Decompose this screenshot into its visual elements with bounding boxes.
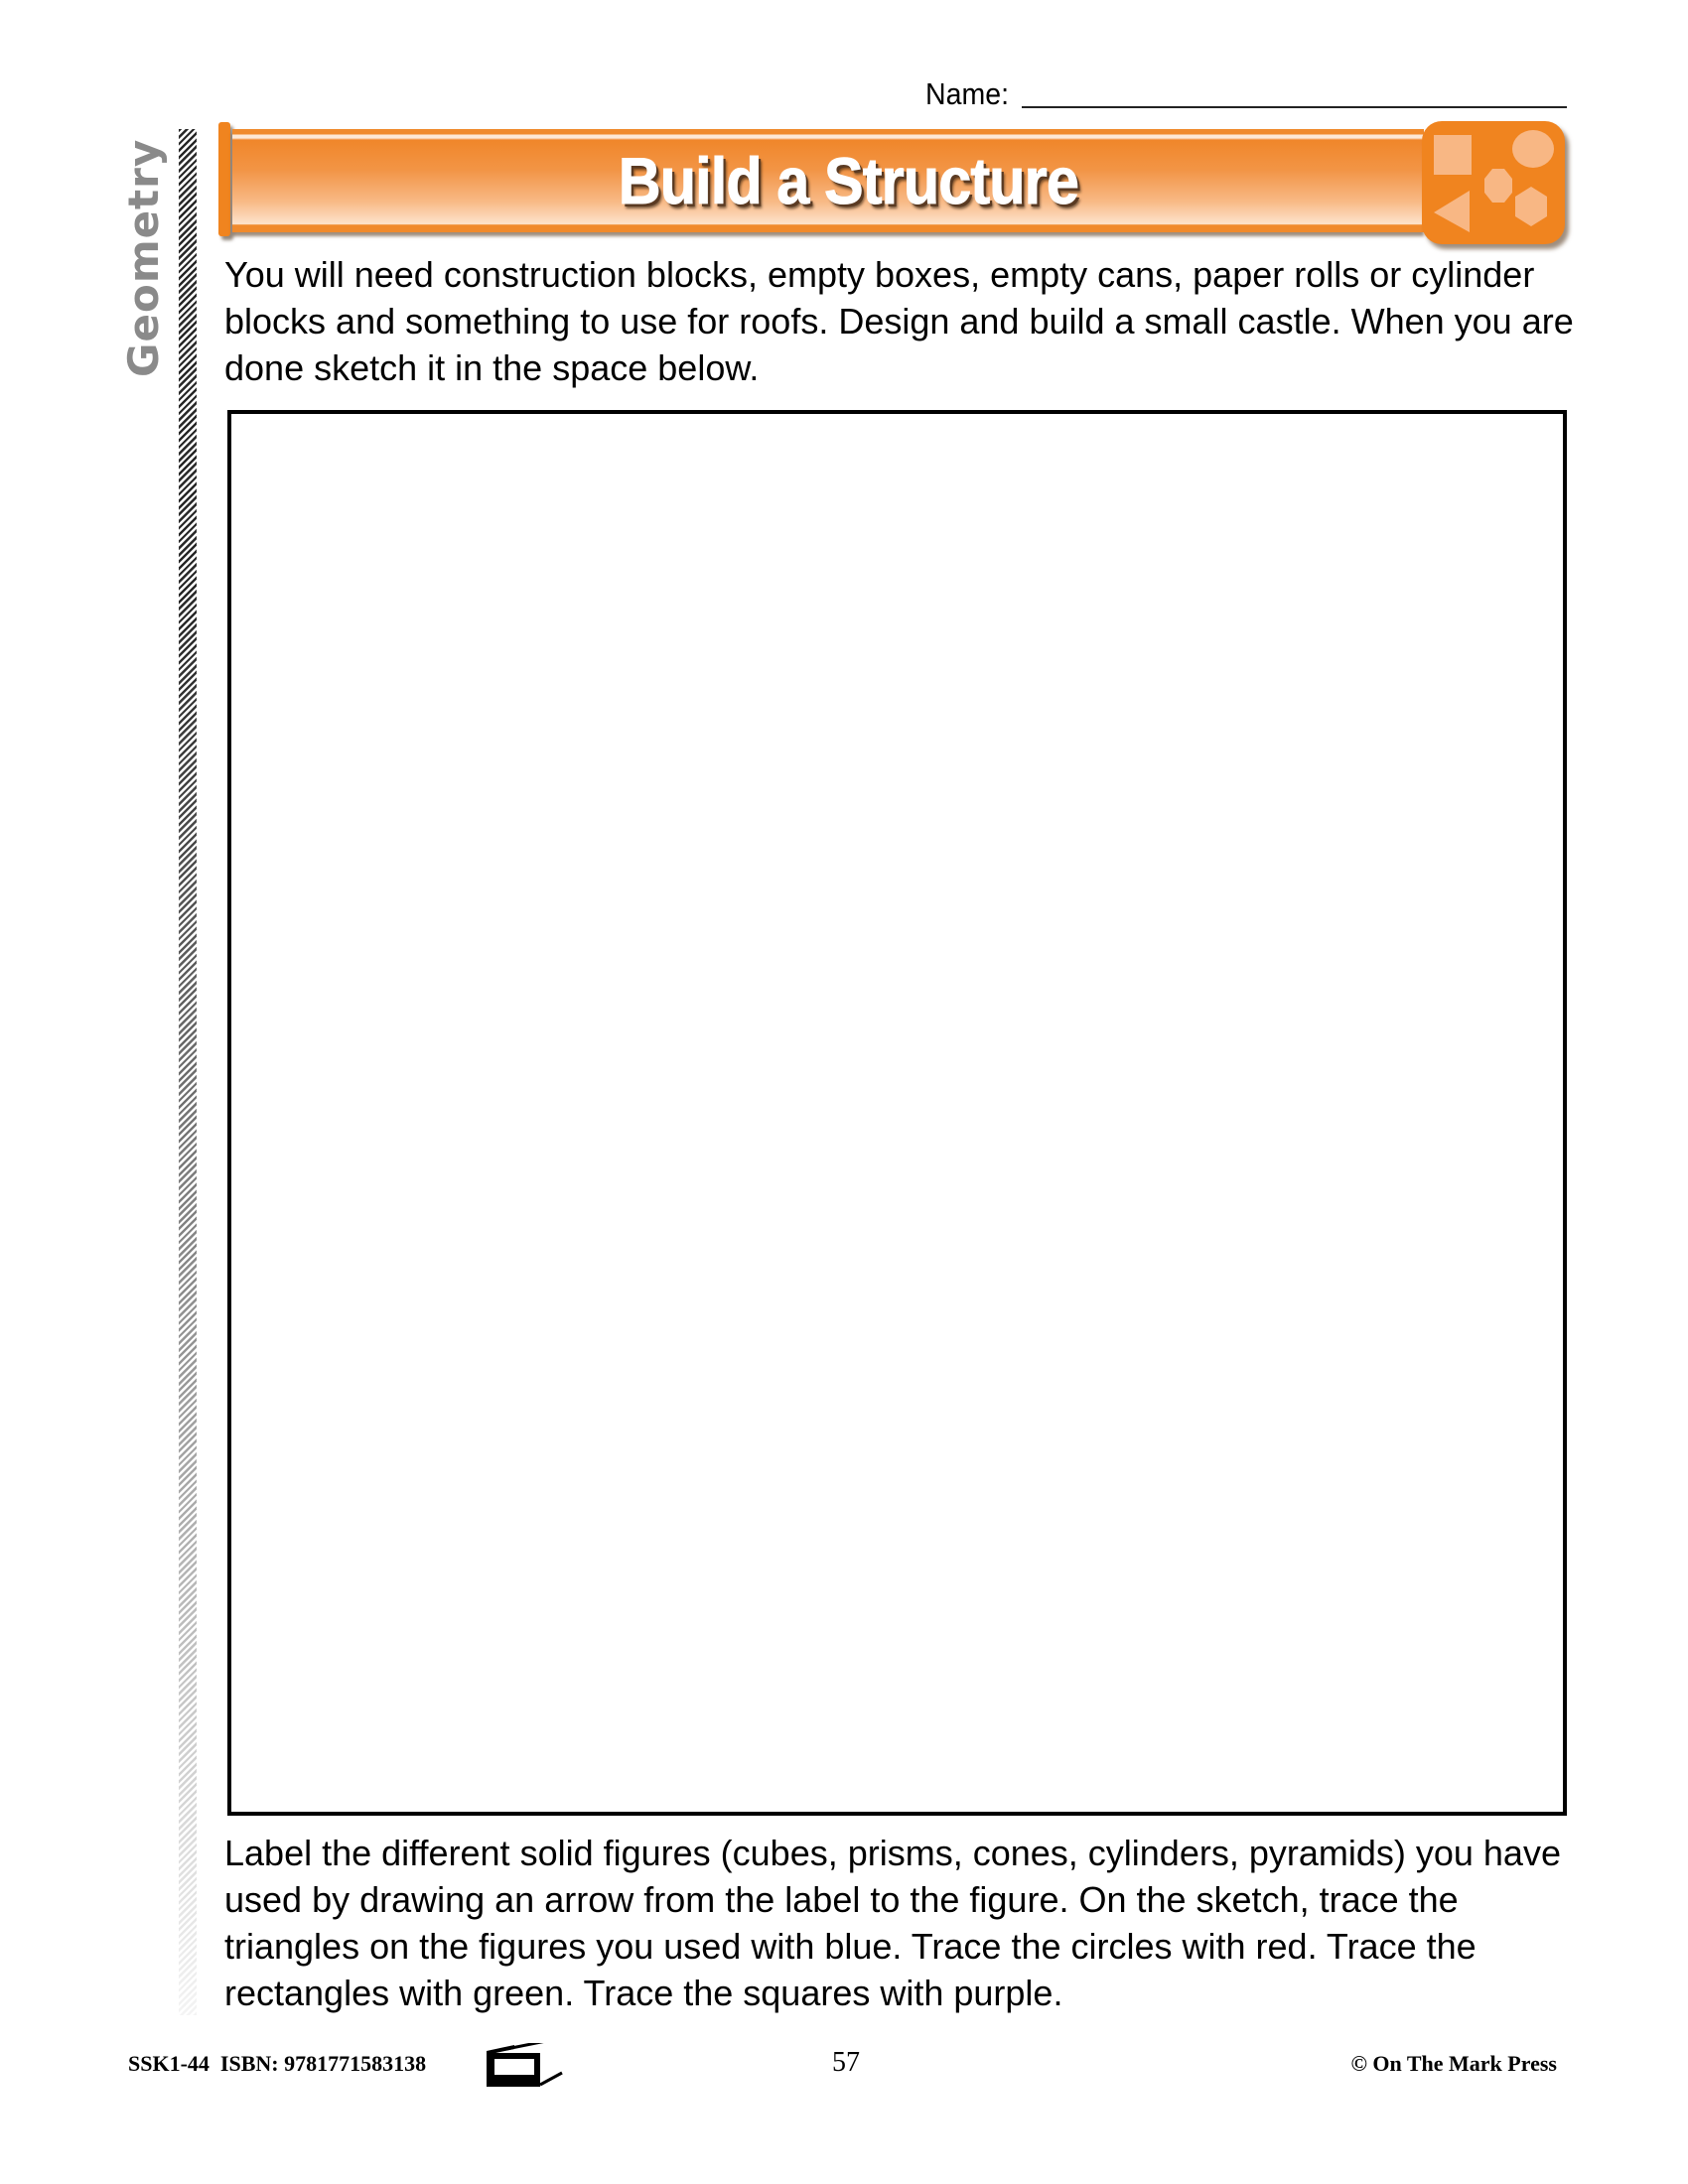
title-banner xyxy=(218,119,1569,248)
hexagon-shape-icon xyxy=(1515,187,1547,226)
subject-label: Geometry xyxy=(119,138,168,377)
page-title xyxy=(232,129,1464,232)
page-title-text: Build a Structure xyxy=(618,144,1078,217)
page-footer xyxy=(0,2043,1688,2093)
shapes-icon xyxy=(1422,121,1565,244)
shapes-icon-graphic xyxy=(1422,121,1565,244)
copyright-notice: © On The Mark Press xyxy=(1350,2051,1557,2076)
octagon-shape-icon xyxy=(1484,169,1512,203)
sketch-area[interactable] xyxy=(227,410,1567,1816)
product-code-isbn: SSK1-44 ISBN: 9781771583138 xyxy=(128,2051,427,2076)
square-shape-icon xyxy=(1434,135,1472,175)
name-label: Name: xyxy=(925,76,1010,111)
page-number: 57 xyxy=(832,2047,860,2078)
intro-instructions: You will need construction blocks, empty boxes, empty cans, paper rolls or cylinder blocks and something to use for roofs. Design and build a small castle. When you are done sketch it in the space below. xyxy=(224,254,1574,388)
side-hatched-stripe xyxy=(179,129,197,2015)
name-input-line[interactable] xyxy=(1022,106,1567,108)
banner-left-cap xyxy=(218,122,230,236)
triangle-shape-icon xyxy=(1434,191,1470,232)
circle-shape-icon xyxy=(1512,130,1554,168)
photocopier-icon xyxy=(485,2043,584,2087)
name-field-row xyxy=(925,71,1567,111)
labeling-instructions: Label the different solid figures (cubes, prisms, cones, cylinders, pyramids) you have used by drawing an arrow from the label to the figure. On the sketch, trace the triangles on the figures you used with blue. Trace the circles with red. Trace the rectangles with green. Trace the squares with purple. xyxy=(224,1833,1561,2013)
